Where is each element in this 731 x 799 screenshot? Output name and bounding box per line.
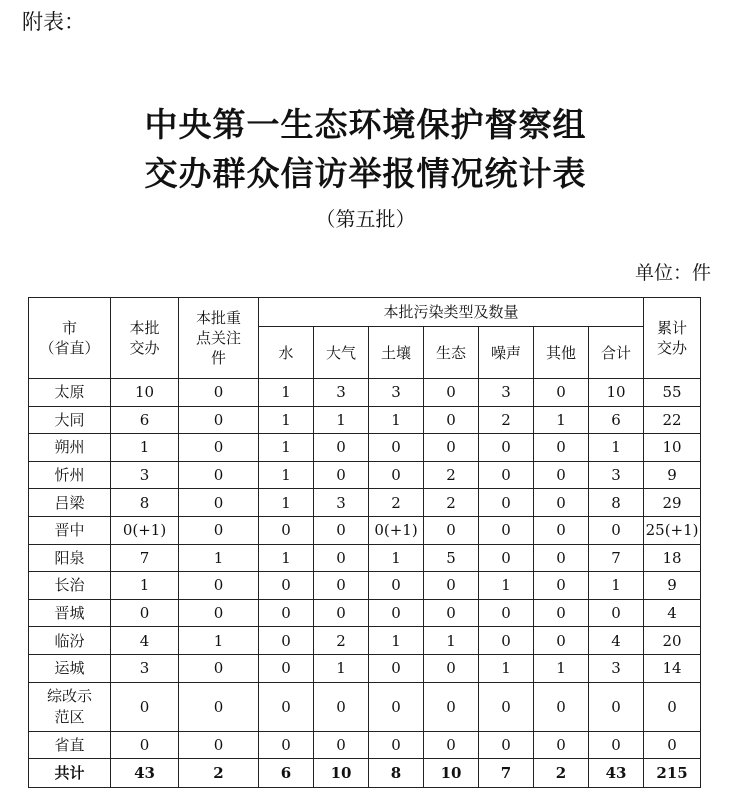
table-row xyxy=(29,461,701,489)
cell-soil: 0 xyxy=(369,654,424,682)
total-air: 10 xyxy=(314,759,369,788)
cell-water: 1 xyxy=(259,379,314,407)
cell-subtotal: 4 xyxy=(589,627,644,655)
cell-noise: 0 xyxy=(479,516,534,544)
cell-ecology: 0 xyxy=(424,599,479,627)
cell-noise: 0 xyxy=(479,627,534,655)
cell-key: 0 xyxy=(179,599,259,627)
header-key-concern-line-3: 件 xyxy=(210,349,226,368)
table-row xyxy=(29,654,701,682)
cell-key: 0 xyxy=(179,654,259,682)
header-city-line-1: 市 xyxy=(61,318,77,337)
total-ecology: 10 xyxy=(424,759,479,788)
header-city xyxy=(29,298,111,379)
cell-air: 0 xyxy=(314,572,369,600)
cell-assigned: 6 xyxy=(111,406,179,434)
cell-assigned: 0 xyxy=(111,682,179,731)
cell-cumulative: 20 xyxy=(644,627,701,655)
header-key-concern xyxy=(179,298,259,379)
cell-subtotal: 0 xyxy=(589,731,644,759)
cell-noise: 1 xyxy=(479,572,534,600)
cell-soil: 0 xyxy=(369,461,424,489)
total-soil: 8 xyxy=(369,759,424,788)
cell-cumulative: 18 xyxy=(644,544,701,572)
cell-ecology: 0 xyxy=(424,406,479,434)
cell-water: 1 xyxy=(259,544,314,572)
table-row xyxy=(29,406,701,434)
cell-ecology: 1 xyxy=(424,627,479,655)
cell-water: 1 xyxy=(259,489,314,517)
cell-soil: 1 xyxy=(369,544,424,572)
header-cumulative-line-1: 累计 xyxy=(657,318,688,337)
cell-subtotal: 1 xyxy=(589,572,644,600)
cell-water: 1 xyxy=(259,434,314,462)
cell-soil: 0 xyxy=(369,572,424,600)
cell-city: 临汾 xyxy=(29,627,111,655)
cell-other: 0 xyxy=(534,379,589,407)
table-row xyxy=(29,544,701,572)
cell-ecology: 0 xyxy=(424,572,479,600)
header-cumulative xyxy=(644,298,701,379)
page-title-line-2: 交办群众信访举报情况统计表 xyxy=(144,154,587,193)
cell-water: 0 xyxy=(259,682,314,731)
cell-soil: 0 xyxy=(369,434,424,462)
table-row xyxy=(29,434,701,462)
cell-soil: 0 xyxy=(369,599,424,627)
cell-assigned: 0 xyxy=(111,599,179,627)
cell-cumulative: 10 xyxy=(644,434,701,462)
cell-city-line-1: 综改示 xyxy=(46,687,92,706)
cell-cumulative: 14 xyxy=(644,654,701,682)
cell-subtotal: 3 xyxy=(589,461,644,489)
cell-assigned: 8 xyxy=(111,489,179,517)
cell-city: 晋城 xyxy=(29,599,111,627)
cell-air: 0 xyxy=(314,682,369,731)
cell-soil: 0(+1) xyxy=(369,516,424,544)
cell-water: 1 xyxy=(259,406,314,434)
cell-water: 0 xyxy=(259,516,314,544)
cell-key: 0 xyxy=(179,461,259,489)
cell-water: 0 xyxy=(259,599,314,627)
cell-air: 1 xyxy=(314,654,369,682)
cell-cumulative: 55 xyxy=(644,379,701,407)
cell-subtotal: 10 xyxy=(589,379,644,407)
cell-key: 1 xyxy=(179,544,259,572)
total-key: 2 xyxy=(179,759,259,788)
header-air: 大气 xyxy=(314,327,369,379)
cell-noise: 1 xyxy=(479,654,534,682)
cell-key: 1 xyxy=(179,627,259,655)
header-subtotal: 合计 xyxy=(589,327,644,379)
cell-other: 1 xyxy=(534,654,589,682)
cell-noise: 0 xyxy=(479,461,534,489)
cell-assigned: 3 xyxy=(111,461,179,489)
total-noise: 7 xyxy=(479,759,534,788)
header-ecology: 生态 xyxy=(424,327,479,379)
cell-water: 0 xyxy=(259,731,314,759)
cell-air: 3 xyxy=(314,379,369,407)
header-batch-assigned-line-2: 交办 xyxy=(129,339,160,357)
table-row xyxy=(29,572,701,600)
cell-air: 0 xyxy=(314,599,369,627)
cell-ecology: 0 xyxy=(424,731,479,759)
header-soil: 土壤 xyxy=(369,327,424,379)
table-row xyxy=(29,627,701,655)
table-row xyxy=(29,682,701,731)
header-city-line-2: （省直） xyxy=(39,339,100,357)
cell-city: 太原 xyxy=(29,379,111,407)
cell-noise: 3 xyxy=(479,379,534,407)
cell-noise: 0 xyxy=(479,731,534,759)
cell-ecology: 0 xyxy=(424,379,479,407)
total-assigned: 43 xyxy=(111,759,179,788)
header-noise: 噪声 xyxy=(479,327,534,379)
cell-subtotal: 7 xyxy=(589,544,644,572)
cell-other: 0 xyxy=(534,627,589,655)
cell-city xyxy=(29,682,111,731)
cell-ecology: 0 xyxy=(424,682,479,731)
cell-soil: 2 xyxy=(369,489,424,517)
cell-water: 1 xyxy=(259,461,314,489)
cell-soil: 3 xyxy=(369,379,424,407)
cell-other: 0 xyxy=(534,572,589,600)
cell-water: 0 xyxy=(259,627,314,655)
cell-subtotal: 0 xyxy=(589,682,644,731)
header-batch-assigned xyxy=(111,298,179,379)
cell-other: 0 xyxy=(534,516,589,544)
total-water: 6 xyxy=(259,759,314,788)
cell-assigned: 0(+1) xyxy=(111,516,179,544)
cell-cumulative: 29 xyxy=(644,489,701,517)
cell-city: 省直 xyxy=(29,731,111,759)
cell-soil: 0 xyxy=(369,731,424,759)
cell-city-line-2: 范区 xyxy=(54,707,85,726)
cell-key: 0 xyxy=(179,572,259,600)
table-row xyxy=(29,599,701,627)
header-water: 水 xyxy=(259,327,314,379)
cell-other: 0 xyxy=(534,434,589,462)
page-title-line-1: 中央第一生态环境保护督察组 xyxy=(144,105,587,144)
header-key-concern-line-1: 本批重 xyxy=(195,308,241,327)
statistics-table xyxy=(28,297,701,788)
cell-key: 0 xyxy=(179,682,259,731)
cell-ecology: 2 xyxy=(424,489,479,517)
header-pollution-group: 本批污染类型及数量 xyxy=(259,298,644,327)
cell-ecology: 2 xyxy=(424,461,479,489)
cell-key: 0 xyxy=(179,434,259,462)
cell-soil: 1 xyxy=(369,627,424,655)
cell-other: 0 xyxy=(534,682,589,731)
unit-label: 单位：件 xyxy=(634,262,711,284)
cell-soil: 1 xyxy=(369,406,424,434)
total-cumulative: 215 xyxy=(644,759,701,788)
cell-noise: 2 xyxy=(479,406,534,434)
cell-cumulative: 0 xyxy=(644,682,701,731)
cell-subtotal: 8 xyxy=(589,489,644,517)
cell-cumulative: 22 xyxy=(644,406,701,434)
cell-other: 0 xyxy=(534,461,589,489)
cell-soil: 0 xyxy=(369,682,424,731)
cell-cumulative: 0 xyxy=(644,731,701,759)
total-label: 共计 xyxy=(29,759,111,788)
cell-noise: 0 xyxy=(479,599,534,627)
cell-cumulative: 9 xyxy=(644,461,701,489)
cell-ecology: 0 xyxy=(424,654,479,682)
cell-noise: 0 xyxy=(479,489,534,517)
cell-noise: 0 xyxy=(479,682,534,731)
cell-subtotal: 0 xyxy=(589,516,644,544)
cell-assigned: 4 xyxy=(111,627,179,655)
cell-assigned: 1 xyxy=(111,572,179,600)
cell-ecology: 0 xyxy=(424,434,479,462)
cell-cumulative: 9 xyxy=(644,572,701,600)
cell-air: 1 xyxy=(314,406,369,434)
cell-key: 0 xyxy=(179,489,259,517)
cell-city: 阳泉 xyxy=(29,544,111,572)
batch-subtitle: （第五批） xyxy=(315,207,416,231)
cell-air: 0 xyxy=(314,544,369,572)
cell-other: 0 xyxy=(534,599,589,627)
cell-key: 0 xyxy=(179,379,259,407)
cell-air: 0 xyxy=(314,516,369,544)
cell-subtotal: 0 xyxy=(589,599,644,627)
cell-key: 0 xyxy=(179,516,259,544)
cell-assigned: 0 xyxy=(111,731,179,759)
cell-subtotal: 1 xyxy=(589,434,644,462)
header-batch-assigned-line-1: 本批 xyxy=(129,318,160,337)
cell-water: 0 xyxy=(259,654,314,682)
cell-city: 大同 xyxy=(29,406,111,434)
cell-city: 晋中 xyxy=(29,516,111,544)
cell-other: 0 xyxy=(534,731,589,759)
cell-noise: 0 xyxy=(479,434,534,462)
table-total-row xyxy=(29,759,701,788)
cell-subtotal: 3 xyxy=(589,654,644,682)
total-subtotal: 43 xyxy=(589,759,644,788)
total-other: 2 xyxy=(534,759,589,788)
cell-air: 0 xyxy=(314,461,369,489)
cell-assigned: 7 xyxy=(111,544,179,572)
cell-city: 忻州 xyxy=(29,461,111,489)
header-key-concern-line-2: 点关注 xyxy=(195,328,241,347)
cell-cumulative: 4 xyxy=(644,599,701,627)
cell-air: 3 xyxy=(314,489,369,517)
cell-other: 1 xyxy=(534,406,589,434)
cell-cumulative: 25(+1) xyxy=(644,516,701,544)
header-other: 其他 xyxy=(534,327,589,379)
table-row xyxy=(29,489,701,517)
cell-ecology: 0 xyxy=(424,516,479,544)
cell-key: 0 xyxy=(179,731,259,759)
cell-air: 0 xyxy=(314,434,369,462)
cell-other: 0 xyxy=(534,544,589,572)
cell-assigned: 1 xyxy=(111,434,179,462)
cell-city: 运城 xyxy=(29,654,111,682)
cell-noise: 0 xyxy=(479,544,534,572)
cell-subtotal: 6 xyxy=(589,406,644,434)
cell-city: 长治 xyxy=(29,572,111,600)
table-row xyxy=(29,731,701,759)
table-row xyxy=(29,379,701,407)
attachment-label: 附表： xyxy=(22,10,85,34)
cell-city: 吕梁 xyxy=(29,489,111,517)
cell-city: 朔州 xyxy=(29,434,111,462)
cell-air: 2 xyxy=(314,627,369,655)
cell-air: 0 xyxy=(314,731,369,759)
cell-other: 0 xyxy=(534,489,589,517)
cell-assigned: 3 xyxy=(111,654,179,682)
header-cumulative-line-2: 交办 xyxy=(657,339,688,357)
table-row xyxy=(29,516,701,544)
cell-assigned: 10 xyxy=(111,379,179,407)
cell-water: 0 xyxy=(259,572,314,600)
cell-ecology: 5 xyxy=(424,544,479,572)
cell-key: 0 xyxy=(179,406,259,434)
